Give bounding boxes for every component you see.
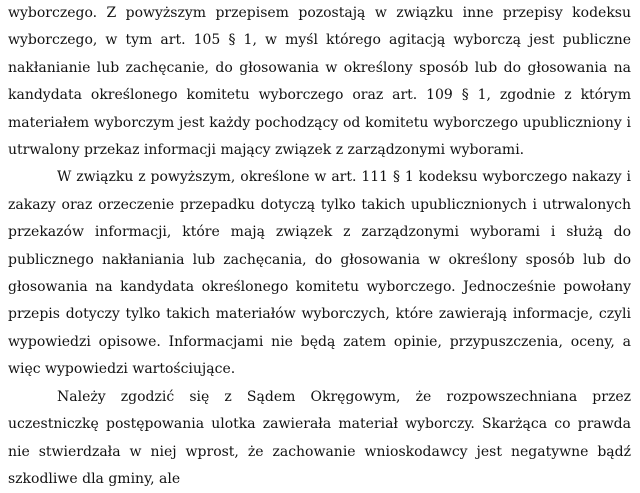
document-page xyxy=(8,0,631,493)
paragraph-2: W związku z powyższym, określone w art. 111 § 1 kodeksu wyborczego nakazy i zakazy oraz orzeczenie przepadku dotyczą tylko takich upublicznionych i utrwalonych przekazów informacji, które mają związek z zarządzonymi wyborami i służą do publicznego nakłaniania lub zachęcania, do głosowania w określony sposób lub do głosowania na kandydata określonego komitetu wyborczego. Jednocześnie powołany przepis dotyczy tylko takich materiałów wyborczych, które zawierają informacje, czyli wypowiedzi opisowe. Informacjami nie będą zatem opinie, przypuszczenia, oceny, a więc wypowiedzi wartościujące. xyxy=(8,169,631,378)
paragraph-1: wyborczego. Z powyższym przepisem pozostają w związku inne przepisy kodeksu wyborczego, w tym art. 105 § 1, w myśl którego agitacją wyborczą jest publiczne nakłanianie lub zachęcanie, do głosowania w określony sposób lub do głosowania na kandydata określonego komitetu wyborczego oraz art. 109 § 1, zgodnie z którym materiałem wyborczym jest każdy pochodzący od komitetu wyborczego upubliczniony i utrwalony przekaz informacji mający związek z zarządzonymi wyborami. xyxy=(8,5,631,159)
paragraph-3: Należy zgodzić się z Sądem Okręgowym, że rozpowszechniana przez uczestniczkę postępowania ulotka zawierała materiał wyborczy. Skarżąca co prawda nie stwierdzała w niej wprost, że zachowanie wnioskodawcy jest negatywne bądź szkodliwe dla gminy, ale xyxy=(8,388,631,487)
